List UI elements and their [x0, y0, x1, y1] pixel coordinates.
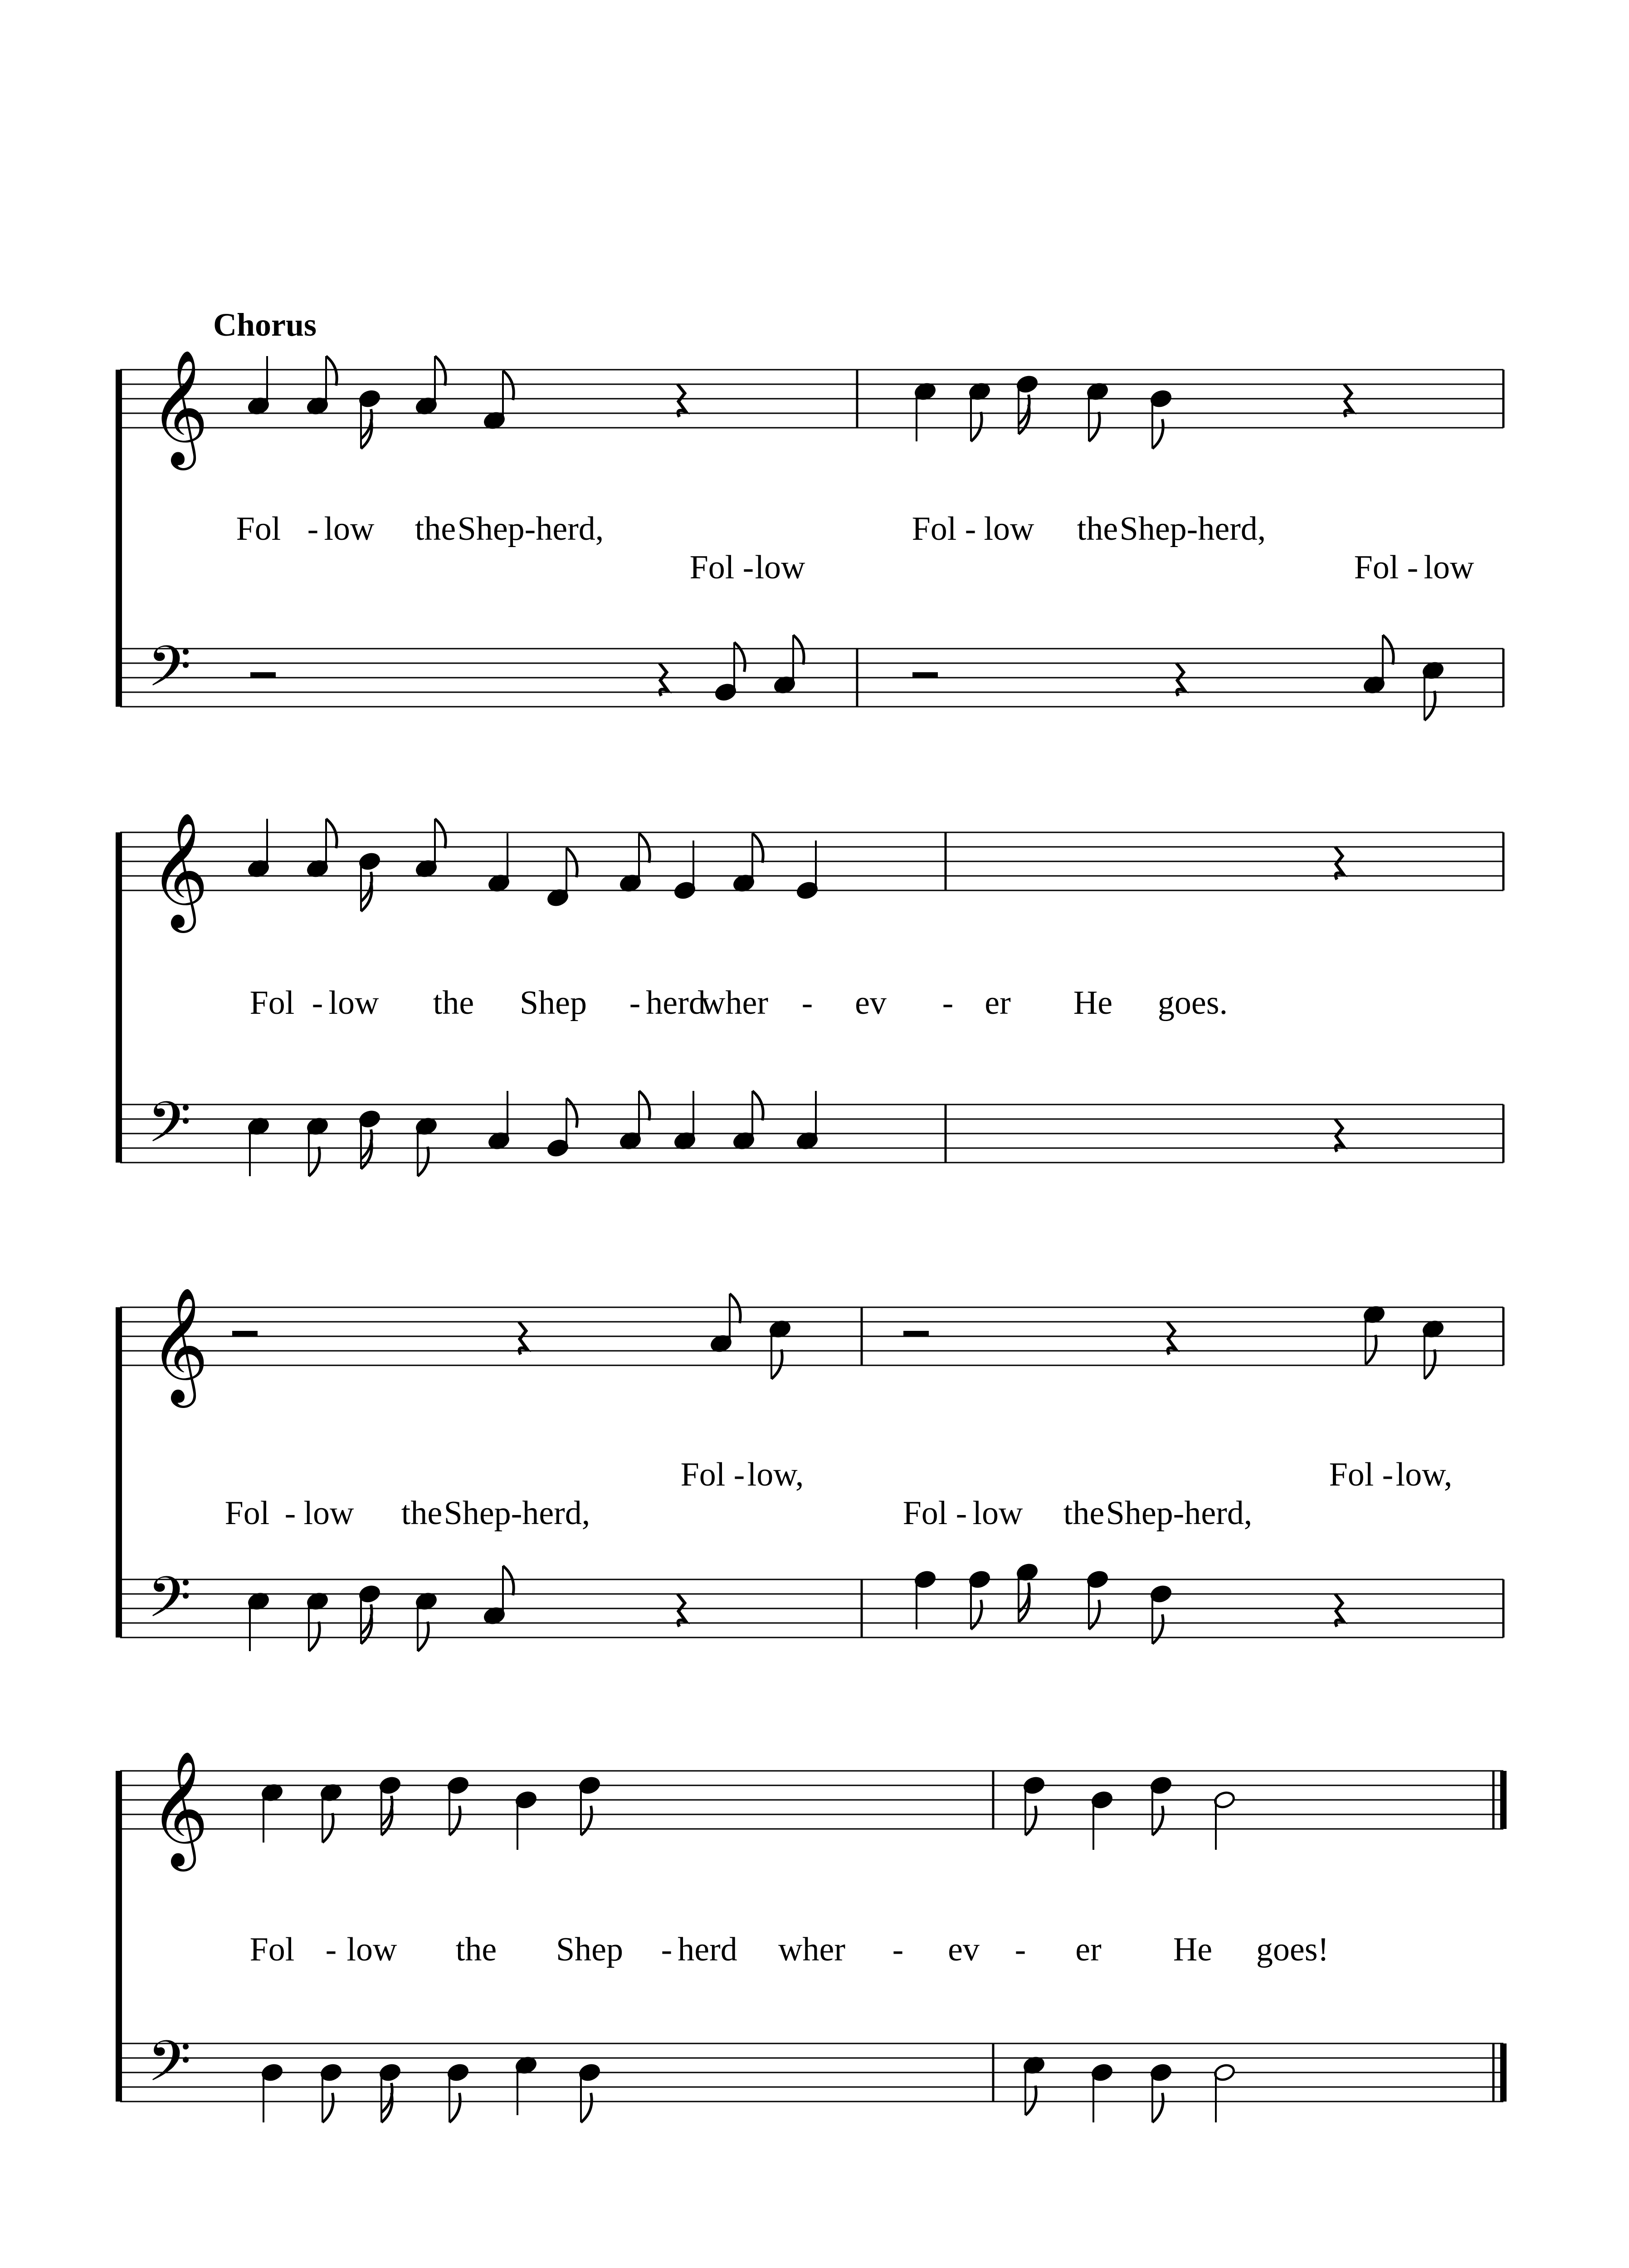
treble-note-flag: [322, 1813, 333, 1843]
lyric-syllable: the: [1077, 510, 1118, 547]
bass-quarter-rest: [678, 1594, 686, 1627]
lyric-syllable: goes!: [1256, 1931, 1329, 1968]
bass-note-flag: [322, 2093, 333, 2122]
lyric-syllable: Fol: [680, 1456, 726, 1493]
lyric-syllable: -: [742, 549, 754, 586]
lyric-syllable: He: [1073, 984, 1113, 1022]
lyric-syllable: low,: [747, 1456, 804, 1493]
lyric-syllable: Fol: [236, 510, 281, 547]
lyric-syllable: Shep: [520, 984, 587, 1022]
lyric-syllable: the: [455, 1931, 497, 1968]
lyric-syllable: wher: [778, 1931, 845, 1968]
lyric-syllable: the: [1063, 1495, 1105, 1532]
final-barline: [1492, 2043, 1495, 2102]
lyric-syllable: the: [415, 510, 456, 547]
lyric-syllable: low: [328, 984, 379, 1022]
bass-note-flag: [734, 642, 745, 672]
final-barline: [1500, 2043, 1507, 2102]
lyric-syllable: -: [1382, 1456, 1394, 1493]
lyric-syllable: -: [325, 1931, 337, 1968]
bass-quarter-rest: [659, 663, 668, 696]
lyric-syllable: low: [984, 510, 1034, 547]
system-bracket: [116, 1771, 122, 2102]
lyric-syllable: low: [303, 1495, 354, 1532]
treble-clef-icon: 𝄞: [150, 1286, 209, 1403]
treble-note-flag: [1152, 419, 1163, 449]
bass-note-flag: [309, 1622, 320, 1651]
treble-note-flag: [435, 819, 446, 848]
lyric-syllable: -: [956, 1495, 967, 1532]
bass-quarter-rest: [1176, 663, 1185, 696]
treble-note-flag: [730, 1294, 741, 1323]
lyric-syllable: ev: [855, 984, 887, 1022]
lyric-syllable: low: [346, 1931, 397, 1968]
bass-note-flag: [1089, 1600, 1100, 1629]
treble-clef-icon: 𝄞: [150, 349, 209, 465]
treble-note-flag: [971, 412, 982, 441]
bass-note-flag: [581, 2093, 592, 2122]
system-bracket: [116, 370, 122, 707]
treble-clef-icon: 𝄞: [150, 1750, 209, 1866]
bass-clef-icon: 𝄢: [147, 1090, 191, 1169]
lyric-syllable: -: [801, 984, 813, 1022]
bass-note-flag: [793, 635, 804, 665]
bass-note-flag: [566, 1098, 577, 1128]
treble-note-flag: [1424, 1349, 1435, 1379]
lyric-syllable: the: [433, 984, 474, 1022]
lyric-syllable: low: [324, 510, 375, 547]
lyric-syllable: Shep: [556, 1931, 623, 1968]
treble-note-flag: [771, 1349, 782, 1379]
treble-note-flag: [1089, 412, 1100, 441]
lyric-syllable: Fol: [249, 984, 295, 1022]
bass-note-flag: [1152, 1614, 1163, 1644]
treble-quarter-rest: [1167, 1322, 1175, 1354]
treble-note-flag: [326, 356, 337, 386]
lyric-syllable: -: [892, 1931, 904, 1968]
lyric-syllable: Fol: [249, 1931, 295, 1968]
treble-note-flag: [566, 848, 577, 877]
final-barline: [1500, 1771, 1507, 1829]
lyric-syllable: -: [965, 510, 976, 547]
lyric-syllable: low: [755, 549, 805, 586]
treble-note-flag: [435, 356, 446, 386]
lyric-syllable: Shep-herd,: [457, 510, 604, 547]
lyric-syllable: low,: [1395, 1456, 1453, 1493]
lyric-syllable: Shep-herd,: [1119, 510, 1266, 547]
treble-half-rest: [903, 1331, 929, 1336]
lyric-syllable: He: [1173, 1931, 1213, 1968]
bass-note-flag: [971, 1600, 982, 1629]
lyric-syllable: herd: [678, 1931, 737, 1968]
treble-note-flag: [503, 371, 514, 400]
treble-note-flag: [752, 833, 763, 863]
bass-note-flag: [449, 2093, 460, 2122]
lyric-syllable: Fol: [224, 1495, 270, 1532]
lyric-syllable: -: [733, 1456, 745, 1493]
lyric-syllable: Fol: [912, 510, 957, 547]
treble-quarter-rest: [678, 384, 686, 417]
lyric-syllable: ev: [948, 1931, 980, 1968]
treble-quarter-rest: [519, 1322, 527, 1354]
bass-quarter-rest: [1335, 1594, 1343, 1627]
bass-note-flag: [1025, 2086, 1036, 2115]
bass-note-flag: [309, 1147, 320, 1176]
treble-note-flag: [1152, 1806, 1163, 1835]
treble-note-flag: [1025, 1806, 1036, 1835]
lyric-syllable: Fol: [1354, 549, 1399, 586]
lyric-syllable: -: [629, 984, 641, 1022]
lyric-syllable: low: [972, 1495, 1023, 1532]
bass-clef-icon: 𝄢: [147, 634, 191, 713]
bass-note-flag: [752, 1091, 763, 1120]
lyric-syllable: the: [401, 1495, 443, 1532]
bass-note-flag: [639, 1091, 650, 1120]
lyric-syllable: Shep-herd,: [1106, 1495, 1253, 1532]
bass-note-flag: [418, 1147, 429, 1176]
lyric-syllable: herd: [646, 984, 706, 1022]
lyric-syllable: Fol: [689, 549, 735, 586]
treble-quarter-rest: [1344, 384, 1352, 417]
treble-note-flag: [581, 1806, 592, 1835]
lyric-syllable: er: [1075, 1931, 1102, 1968]
lyric-syllable: low: [1424, 549, 1474, 586]
treble-half-rest: [232, 1331, 258, 1336]
treble-note-flag: [1366, 1335, 1376, 1364]
bass-note-flag: [503, 1566, 514, 1595]
system-bracket: [116, 1307, 122, 1637]
treble-note-flag: [639, 833, 650, 863]
treble-clef-icon: 𝄞: [150, 811, 209, 928]
bass-half-rest: [250, 672, 276, 678]
bass-note-flag: [1152, 2093, 1163, 2122]
section-heading: Chorus: [213, 307, 317, 343]
lyric-syllable: -: [1407, 549, 1419, 586]
lyric-syllable: wher: [701, 984, 768, 1022]
bass-clef-icon: 𝄢: [147, 2029, 191, 2108]
lyric-syllable: Shep-herd,: [444, 1495, 590, 1532]
lyric-syllable: Fol: [902, 1495, 948, 1532]
lyric-syllable: goes.: [1157, 984, 1228, 1022]
lyric-syllable: Fol: [1329, 1456, 1374, 1493]
treble-quarter-rest: [1335, 847, 1343, 880]
treble-note-flag: [449, 1806, 460, 1835]
lyric-syllable: -: [312, 984, 323, 1022]
bass-half-rest: [912, 672, 938, 678]
final-barline: [1492, 1771, 1495, 1829]
lyric-syllable: er: [985, 984, 1011, 1022]
treble-note-flag: [326, 819, 337, 848]
lyric-syllable: -: [942, 984, 954, 1022]
bass-clef-icon: 𝄢: [147, 1565, 191, 1644]
system-bracket: [116, 832, 122, 1163]
bass-note-flag: [1383, 635, 1394, 665]
lyric-syllable: -: [661, 1931, 673, 1968]
bass-note-flag: [1424, 691, 1435, 720]
bass-note-flag: [418, 1622, 429, 1651]
lyric-syllable: -: [1014, 1931, 1026, 1968]
lyric-syllable: -: [307, 510, 319, 547]
bass-quarter-rest: [1335, 1119, 1343, 1152]
lyric-syllable: -: [284, 1495, 296, 1532]
